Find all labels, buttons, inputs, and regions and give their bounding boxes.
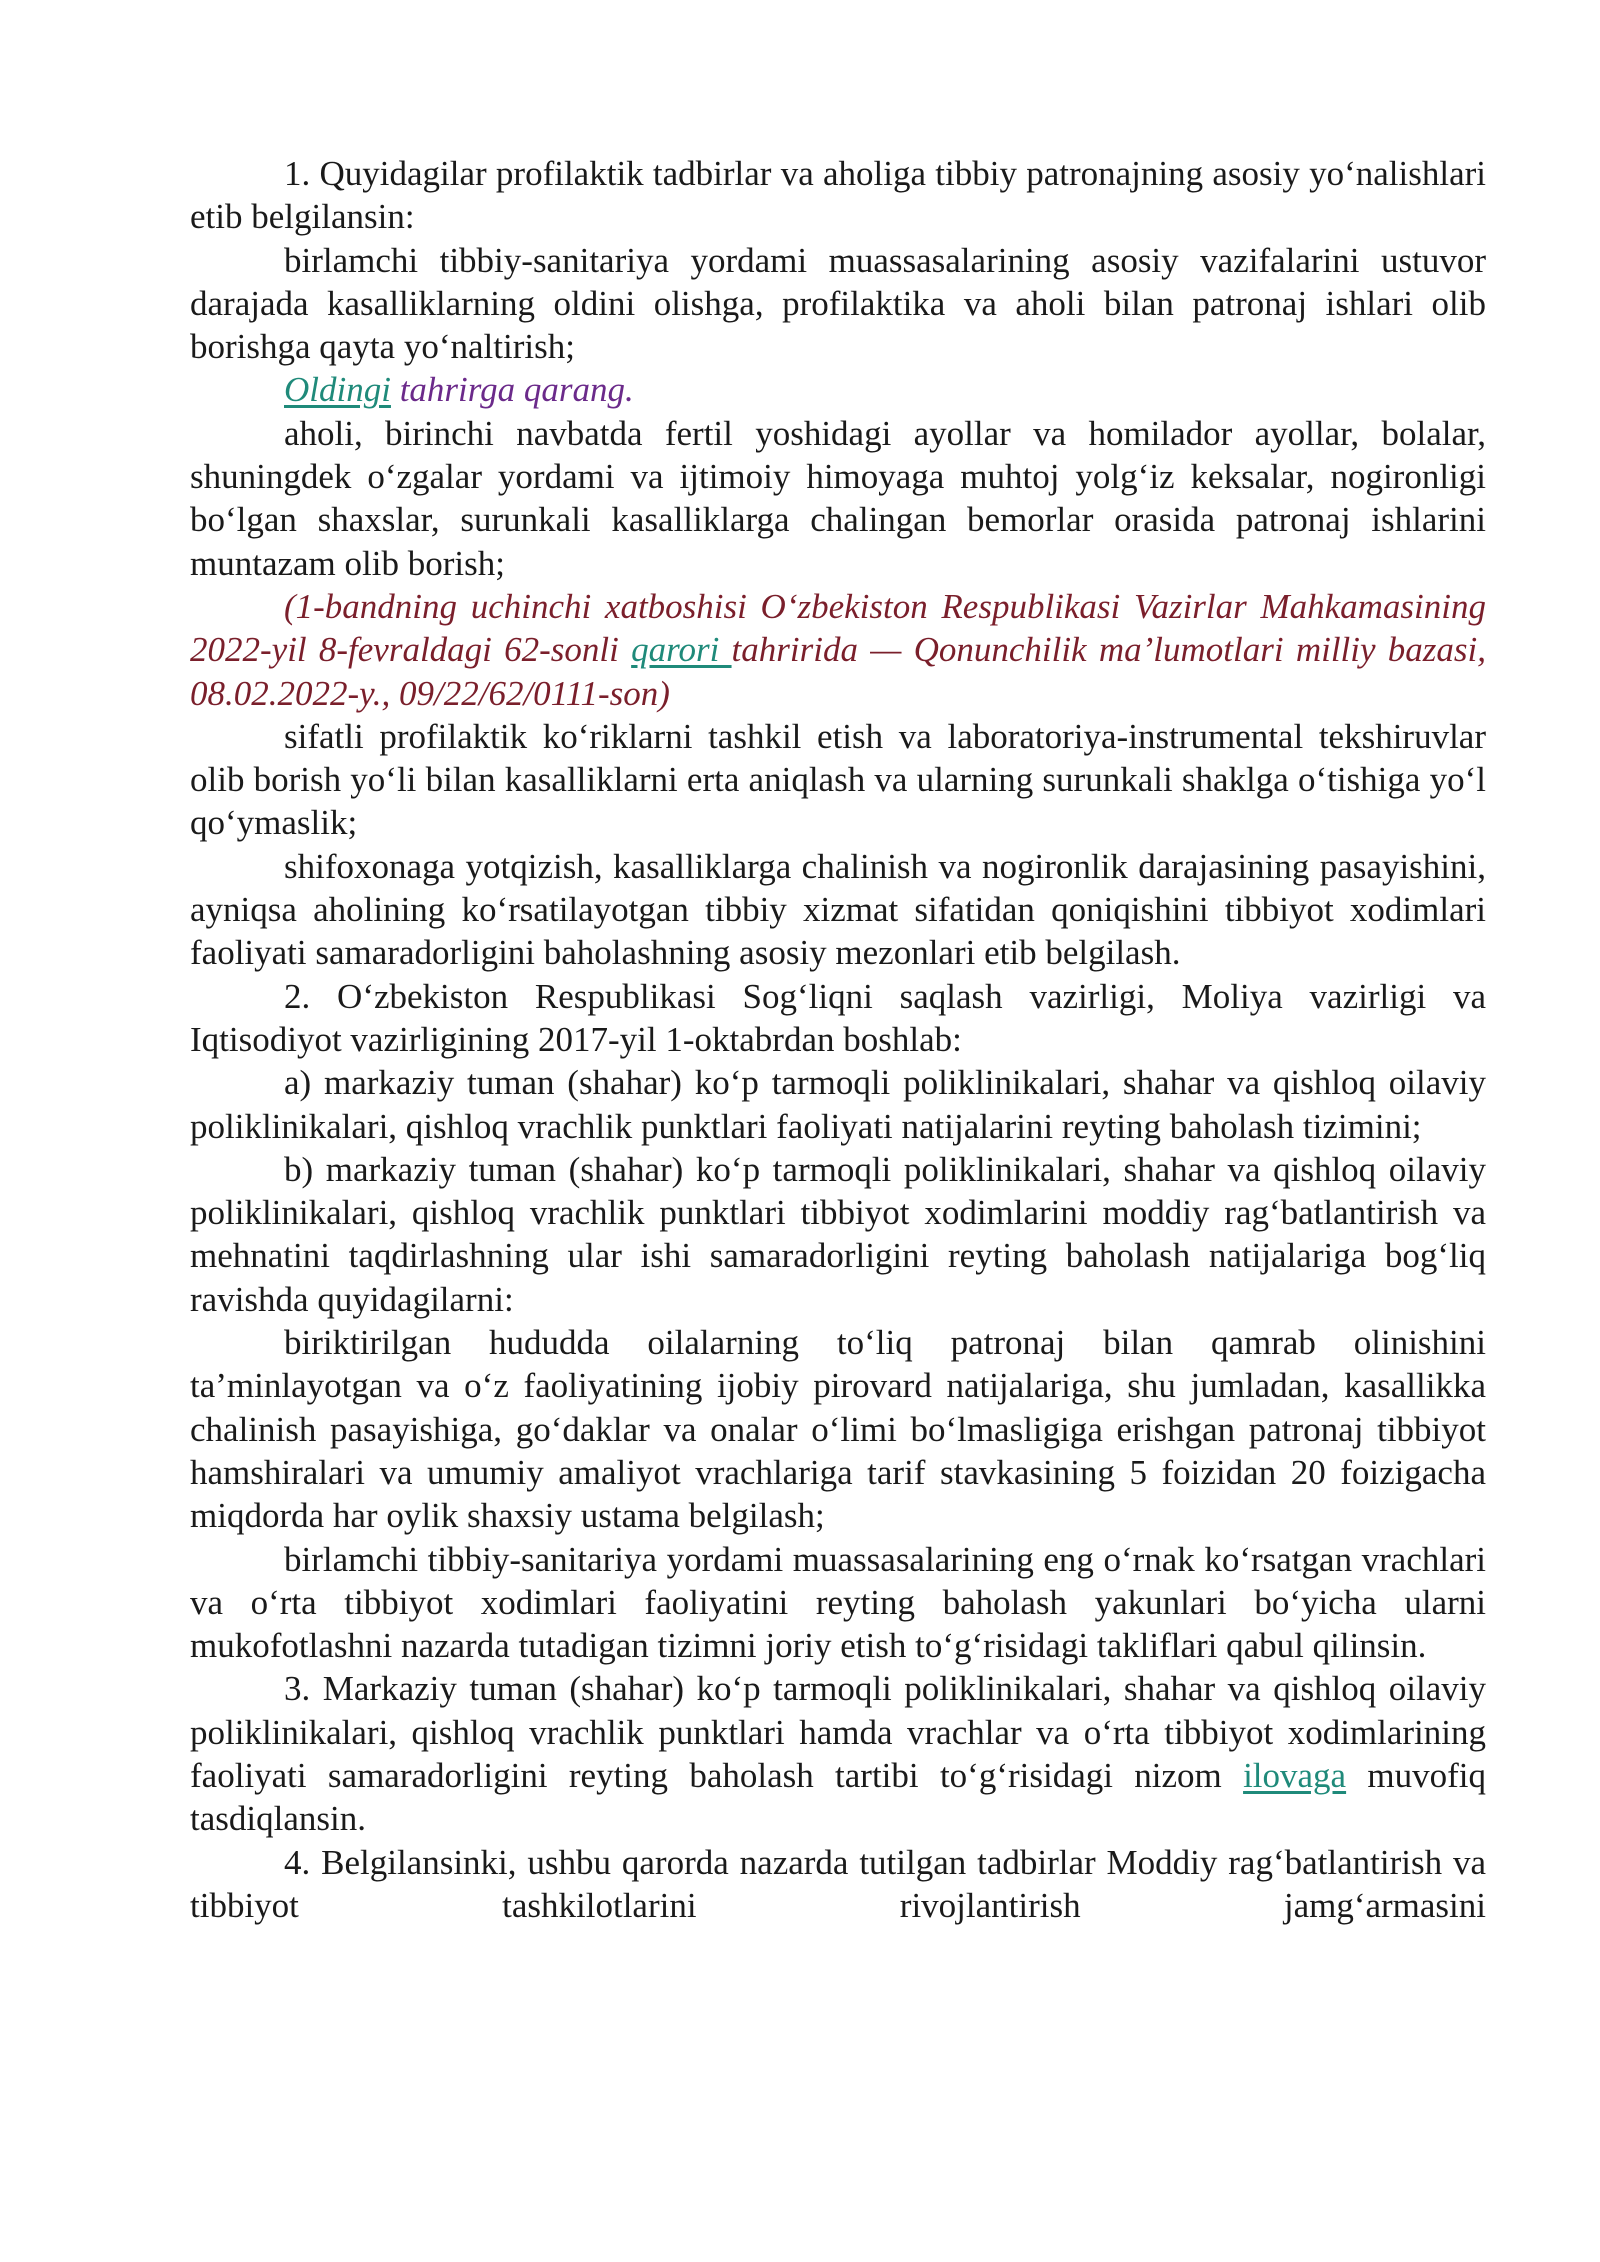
paragraph-12: birlamchi tibbiy-sanitariya yordami muassasalarining eng o‘rnak ko‘rsatgan vrachlari va o‘rta tibbiyot xodimlari faoliyatini reyting baholash yakunlari bo‘yicha ularni mukofotlashni nazarda tutadigan tizimni joriy etish to‘g‘risidagi takliflari qabul qilinsin. (190, 1539, 1486, 1666)
previous-edition-note (190, 368, 1486, 411)
previous-edition-link[interactable]: Oldingi (284, 370, 391, 410)
paragraph-2: birlamchi tibbiy-sanitariya yordami muassasalarining asosiy vazifalarini ustuvor darajada kasalliklarning oldini olishga, profilaktika va aholi bilan patronaj ishlari olib borishga qayta yo‘naltirish; (190, 240, 1486, 367)
paragraph-1: 1. Quyidagilar profilaktik tadbirlar va aholiga tibbiy patronajning asosiy yo‘nalishlari etib belgilansin: (190, 154, 1486, 237)
paragraph-4: aholi, birinchi navbatda fertil yoshidagi ayollar va homilador ayollar, bolalar, shuningdek o‘zgalar yordami va ijtimoiy himoyaga muhtoj yolg‘iz keksalar, nogironligi bo‘lgan shaxslar, surunkali kasalliklarga chalingan bemorlar orasida patronaj ishlarini muntazam olib borish; (190, 413, 1486, 583)
amendment-note (190, 585, 1486, 715)
paragraph-13-text-before: 3. Markaziy tuman (shahar) ko‘p tarmoqli poliklinikalari, shahar va qishloq oilaviy poliklinikalari, qishloq vrachlik punktlari hamda vrachlar va o‘rta tibbiyot xodimlarining faoliyati samaradorligini reyting baholash tartibi to‘g‘risidagi nizom (190, 1669, 1486, 1795)
resolution-link[interactable]: qarori (631, 630, 732, 670)
document-body (190, 152, 1486, 1927)
paragraph-8: 2. O‘zbekiston Respublikasi Sog‘liqni saqlash vazirligi, Moliya vazirligi va Iqtisodiyot vazirligining 2017-yil 1-oktabrdan boshlab: (190, 976, 1486, 1059)
paragraph-9: a) markaziy tuman (shahar) ko‘p tarmoqli poliklinikalari, shahar va qishloq oilaviy poliklinikalari, qishloq vrachlik punktlari faoliyati natijalarini reyting baholash tizimini; (190, 1063, 1486, 1146)
paragraph-14: 4. Belgilansinki, ushbu qarorda nazarda tutilgan tadbirlar Moddiy rag‘batlantirish va tibbiyot tashkilotlarini rivojlantirish jamg‘armasini (190, 1842, 1486, 1925)
amendment-note-text-before: (1-bandning uchinchi xatboshisi O‘zbekiston Respublikasi Vazirlar Mahkamasining 2022-yil 8-fevraldagi 62-sonli (190, 586, 1486, 670)
paragraph-13-text-after: muvofiq tasdiqlansin. (190, 1755, 1487, 1839)
paragraph-11: biriktirilgan hududda oilalarning to‘liq patronaj bilan qamrab olinishini ta’minlayotgan va o‘z faoliyatining ijobiy pirovard natijalariga, shu jumladan, kasallikka chalinish pasayishiga, go‘daklar va onalar o‘limi bo‘lmasligiga erishgan patronaj tibbiyot hamshiralari va umumiy amaliyot vrachlariga tarif stavkasining 5 foizidan 20 foizigacha miqdorda har oylik shaxsiy ustama belgilash; (190, 1323, 1486, 1536)
paragraph-6: sifatli profilaktik ko‘riklarni tashkil etish va laboratoriya-instrumental tekshiruvlar olib borish yo‘li bilan kasalliklarni erta aniqlash va ularning surunkali shaklga o‘tishiga yo‘l qo‘ymaslik; (190, 716, 1486, 843)
paragraph-7: shifoxonaga yotqizish, kasalliklarga chalinish va nogironlik darajasining pasayishini, ayniqsa aholining ko‘rsatilayotgan tibbiy xizmat sifatidan qoniqishini tibbiyot xodimlari faoliyati samaradorligini baholashning asosiy mezonlari etib belgilash. (190, 846, 1486, 973)
appendix-link[interactable]: ilovaga (1243, 1755, 1347, 1795)
paragraph-10: b) markaziy tuman (shahar) ko‘p tarmoqli poliklinikalari, shahar va qishloq oilaviy poliklinikalari, qishloq vrachlik punktlari tibbiyot xodimlarini moddiy rag‘batlantirish va mehnatini taqdirlashning ular ishi samaradorligini reyting baholash natijalariga bog‘liq ravishda quyidagilarni: (190, 1149, 1486, 1319)
amendment-note-text-after: tahririda — Qonunchilik ma’lumotlari milliy bazasi, 08.02.2022-y., 09/22/62/0111-son) (190, 630, 1486, 713)
paragraph-13 (190, 1667, 1486, 1840)
previous-edition-text: tahrirga qarang. (390, 370, 634, 410)
